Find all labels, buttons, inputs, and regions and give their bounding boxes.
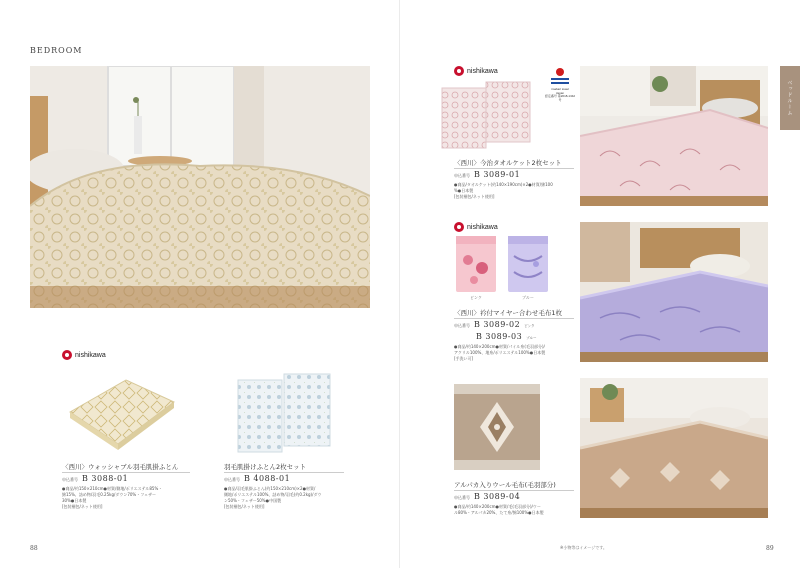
footnote: ※小物等はイメージです。 [560,545,607,550]
nishikawa-logo-icon [454,66,464,76]
product-image-duvet [66,372,178,452]
order-label: 申込番号 [454,173,470,178]
swatch-label-blue: ブルー [522,295,534,300]
product-name: アルパカ入りウール毛布(毛羽部分) [454,481,556,489]
brand-name: nishikawa [75,351,106,359]
product-image-duvet-set [234,372,334,458]
product-description: ●商品/約150×210cm●材質/側地/ポリエステル85%・ 綿15%、詰め物/羽毛0.25kg/ダウン70%・フェザー 30%●日本製 [包装梱包/ネット使用] [62,486,163,509]
page-number: 89 [766,545,774,552]
product-name: 〈西川〉ウォッシャブル羽毛肌掛ふとん [62,463,179,471]
swatch-blue [508,236,548,292]
order-row [224,474,290,483]
cert-number: 認定番号 第2018-1342号 [544,94,576,102]
lifestyle-photo-alpaca-blanket [580,378,768,518]
brand-nishikawa [454,222,498,232]
brand-nishikawa [62,350,106,360]
product-name: 〈西川〉衿付マイヤー合わせ毛布1枚 [454,309,563,317]
order-label: 申込番号 [224,477,240,482]
order-code: B 4088-01 [244,474,291,483]
product-name: 羽毛肌掛けふとん2枚セット [224,463,307,471]
order-code: B 3088-01 [82,474,129,483]
cert-brand: imabari towel [551,87,569,91]
order-label: 申込番号 [62,477,78,482]
order-code: B 3089-01 [474,170,521,179]
product-image-alpaca-blanket [454,384,540,470]
cert-country: Japan [555,90,565,95]
nishikawa-logo-icon [62,350,72,360]
product-name: 〈西川〉今治タオルケット2枚セット [454,159,562,167]
divider [454,168,574,169]
swatch-label-pink: ピンク [470,295,482,300]
product-description: ●商品/羽毛肌掛ふとん(約150×210cm)×2●材質/ 側地/ポリエステル100%、詰め物/羽毛(約0.2kg)/ダウ ン50%・フェザー50%●中国製 [包装梱包/ネット使用] [224,486,322,509]
page-number: 88 [30,545,38,552]
order-label: 申込番号 [454,495,470,500]
section-tab[interactable]: ベッドルーム [780,66,800,130]
order-code: B 3089-04 [474,492,521,501]
divider [454,490,574,491]
order-row [476,332,537,341]
brand-nishikawa [454,66,498,76]
brand-name: nishikawa [467,67,498,75]
product-description: ●商品/約140×200cm●材質/毛(毛羽部分)/ウー ル80%・アルパカ20%、たて糸/綿100%●日本製 [454,504,544,515]
divider [454,318,574,319]
order-color-note: ピンク [524,324,535,328]
lifestyle-photo-blanket [580,222,768,362]
order-color-note: ブルー [526,336,537,340]
imabari-certification [544,66,576,108]
order-row [454,320,535,329]
order-row [454,492,520,501]
right-page [400,0,800,568]
order-code: B 3089-02 [474,320,521,329]
bedroom-hero-photo [30,66,370,308]
order-label: 申込番号 [454,323,470,328]
section-title: BEDROOM [30,46,83,55]
order-row [454,170,520,179]
product-description: ●商品/約140×200cm●材質/パイル糸(毛羽部分)/ アクリル100%、地糸/ポリエステル100%●日本製 [手洗い可] [454,344,546,361]
swatch-pink [456,236,496,292]
nishikawa-logo-icon [454,222,464,232]
divider [62,472,190,473]
product-description: ●商品/タオルケット(約140×190cm)×2●材質/綿100 %●日本製 [包装梱包/ネット使用] [454,182,553,199]
imabari-logo-icon [549,66,571,88]
lifestyle-photo-towel-blanket [580,66,768,206]
divider [224,472,344,473]
order-code: B 3089-03 [476,332,523,341]
product-image-towel-blanket [440,80,532,150]
order-row [62,474,128,483]
brand-name: nishikawa [467,223,498,231]
